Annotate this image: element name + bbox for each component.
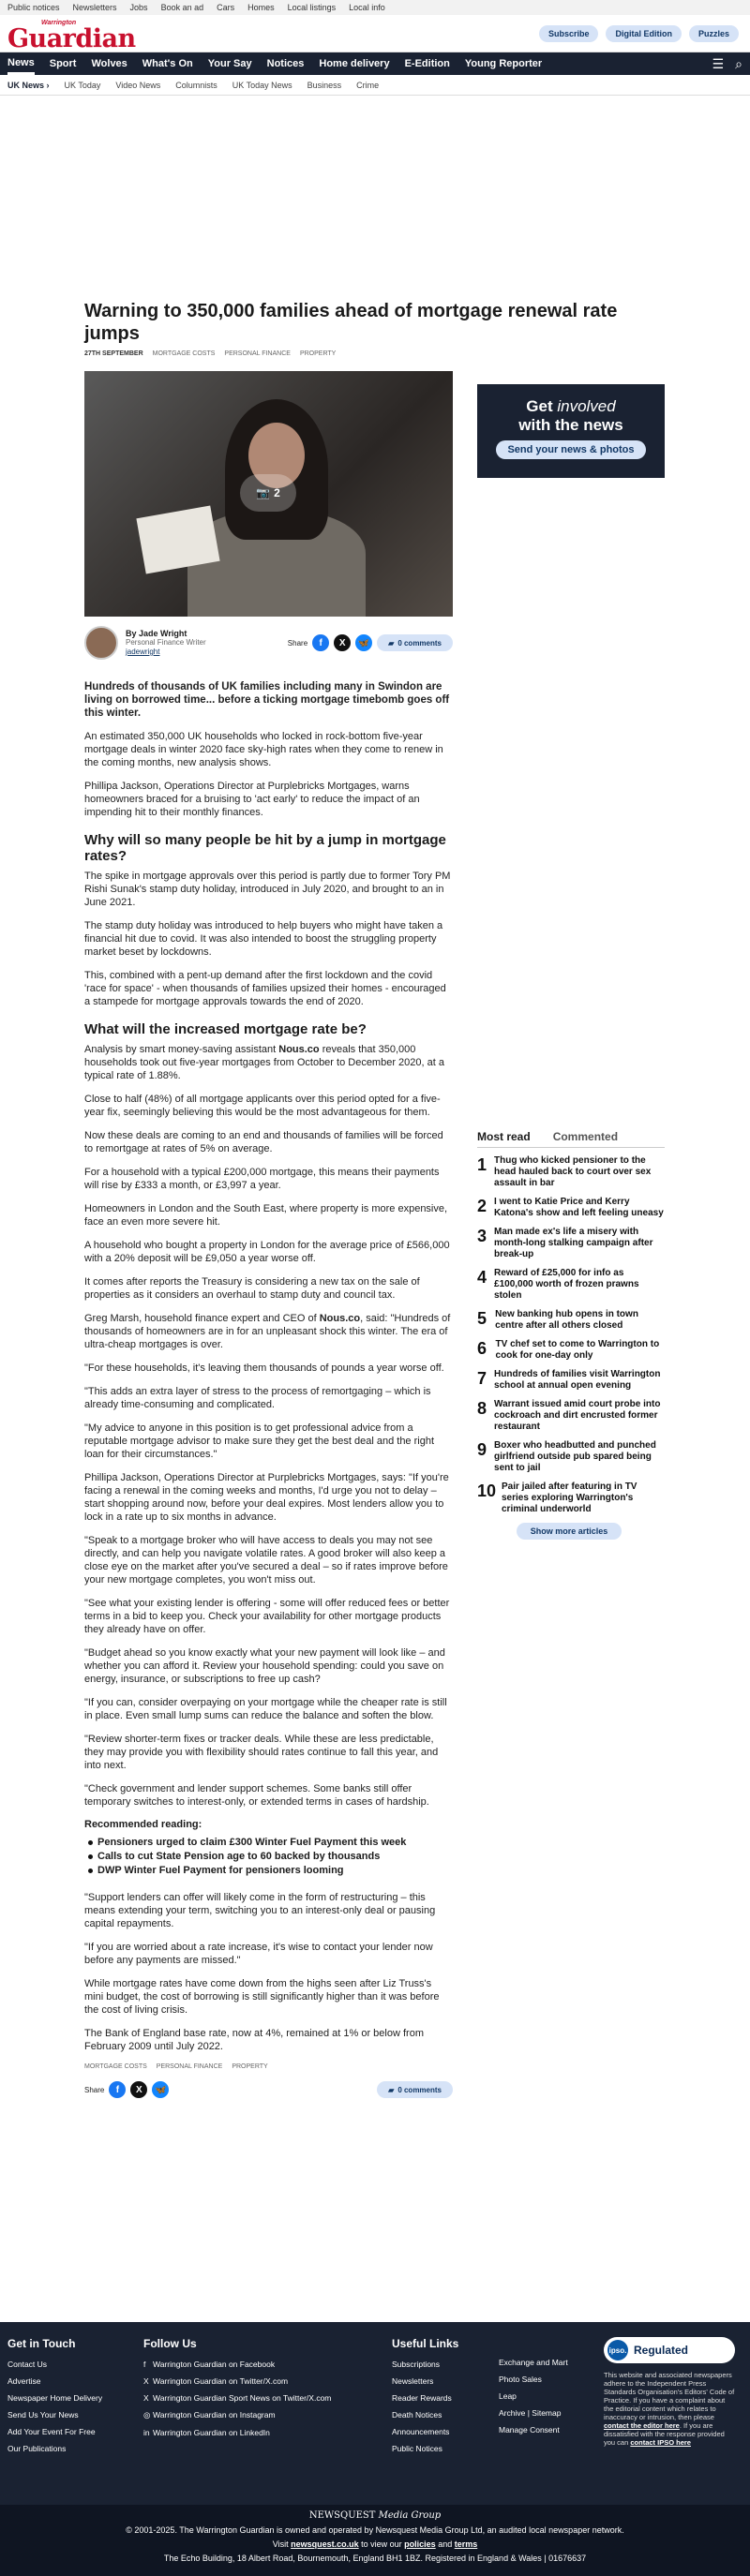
list-item[interactable] (477, 1339, 665, 1362)
author-role: Personal Finance Writer (126, 638, 206, 647)
list-item[interactable] (477, 1268, 665, 1302)
ipso-text: This website and associated newspapers adhere to the Independent Press Standards Organisation's Editors' Code of Practice. If you have a complaint about the editorial content which relates to inaccuracy or intrusion, then please contact the editor here. If you are dissatisfied with the response provided you can contact IPSO here (604, 2371, 735, 2447)
headline[interactable]: Warrant issued amid court probe into cockroach and dirt encrusted former restaurant (494, 1399, 661, 1432)
footer-useful-links (392, 2337, 458, 2461)
gallery-button[interactable] (240, 474, 296, 512)
footer-link[interactable]: Manage Consent (499, 2425, 560, 2435)
search-icon[interactable]: ⌕ (735, 55, 742, 71)
comment-icon: ▰ (388, 638, 395, 648)
footer-link[interactable]: X Warrington Guardian Sport News on Twitter/X.com (143, 2393, 332, 2403)
paragraph: Phillipa Jackson, Operations Director at Purplebricks Mortgages, says: "If you're facing a renewal in the coming weeks and months, I'd urge you not to delay – start shopping around now, before your deal expires. Most lenders allow you to lock in a rate up to six months in advance. (84, 1472, 449, 1523)
list-item[interactable] (477, 1155, 665, 1189)
topbar-link[interactable]: Public notices (8, 3, 60, 12)
send-news-button[interactable]: Send your news & photos (496, 440, 646, 459)
footer-link[interactable]: Add Your Event For Free (8, 2427, 96, 2436)
x-icon: X (143, 2393, 149, 2403)
footer-link[interactable]: Send Us Your News (8, 2410, 79, 2420)
photo-count: 2 (274, 486, 280, 499)
footer-link[interactable]: X Warrington Guardian on Twitter/X.com (143, 2376, 289, 2386)
topbar-link[interactable]: Homes (248, 3, 275, 12)
x-icon[interactable]: X (130, 2081, 147, 2098)
nav-item-news[interactable]: News (8, 52, 35, 75)
headline[interactable]: Boxer who headbutted and punched girlfriend outside pub spared being sent to jail (494, 1440, 656, 1473)
ipso-logo: ipso. (608, 2340, 628, 2360)
byline (84, 624, 453, 662)
nav-item-home-delivery[interactable]: Home delivery (319, 58, 390, 69)
masthead (0, 15, 750, 52)
topbar-link[interactable]: Newsletters (72, 3, 117, 12)
nav-item-whats-on[interactable]: What's On (142, 58, 193, 69)
subnav-item[interactable]: Business (307, 80, 342, 90)
nav-item-your-say[interactable]: Your Say (207, 58, 252, 69)
ipso-panel (604, 2337, 735, 2447)
x-icon[interactable]: X (334, 634, 351, 651)
paragraph: For a household with a typical £200,000 mortgage, this means their payments will rise by £333 a month, or £3,997 a year. (84, 1167, 440, 1191)
bluesky-icon[interactable]: 🦋 (355, 634, 372, 651)
paragraph: "This adds an extra layer of stress to the process of remortgaging – which is already time-consuming and complicated. (84, 1386, 431, 1410)
paragraph: It comes after reports the Treasury is considering a new tax on the sale of properties as it considers an overhaul to stamp duty and council tax. (84, 1276, 420, 1301)
list-item[interactable] (477, 1197, 665, 1219)
copyright-text: © 2001-2025. The Warrington Guardian is owned and operated by Newsquest Media Group Ltd, an audited local newspaper network. (126, 2525, 624, 2535)
footer-more-links (499, 2358, 568, 2442)
rank-number: 1 (477, 1155, 488, 1174)
footer-link[interactable]: Newspaper Home Delivery (8, 2393, 103, 2403)
recommended-link[interactable]: Pensioners urged to claim £300 Winter Fuel Payment this week (84, 1836, 453, 1850)
list-item[interactable] (477, 1227, 665, 1260)
sub-nav (0, 75, 750, 96)
list-item[interactable] (477, 1369, 665, 1392)
subheading: What will the increased mortgage rate be? (84, 1021, 367, 1037)
paragraph: While mortgage rates have come down from the highs seen after Liz Truss's mini budget, the cost of borrowing is still significantly higher than it was before the cost of living crisis. (84, 1978, 440, 2016)
subnav-item[interactable]: UK Today News (232, 80, 292, 90)
footer-link[interactable]: Newsletters (392, 2376, 434, 2386)
list-item[interactable] (477, 1440, 665, 1474)
main-nav (0, 52, 750, 75)
footer-link[interactable]: Photo Sales (499, 2375, 542, 2384)
subnav-item[interactable]: Columnists (175, 80, 218, 90)
address-text: The Echo Building, 18 Albert Road, Bournemouth, England BH1 1BZ. Registered in England & Wales | 01676637 (163, 2554, 587, 2563)
recommended-reading (84, 1819, 453, 1878)
policies-link[interactable]: policies (404, 2539, 436, 2549)
footer-heading: Follow Us (143, 2337, 197, 2350)
nav-item-young-reporter[interactable]: Young Reporter (464, 58, 543, 69)
list-item[interactable] (477, 1482, 665, 1515)
contact-editor-link[interactable]: contact the editor here (604, 2421, 680, 2430)
footer-link[interactable]: in Warrington Guardian on LinkedIn (143, 2428, 270, 2437)
paragraph: "If you can, consider overpaying on your mortgage while the cheaper rate is still in place. Even small lump sums can reduce the balance and soften the blow. (84, 1697, 447, 1721)
paragraph: "Speak to a mortgage broker who will have access to deals you may not see directly, and can help you navigate volatile rates. A good broker will also keep a close eye on the market after you've secured a deal – so if rates improve before your new mortgage completes, you won't miss out. (84, 1535, 448, 1586)
paragraph: "Review shorter-term fixes or tracker deals. While these are less predictable, they may provide you with flexibility should rates continue to fall this year, and into next. (84, 1734, 439, 1771)
linkedin-icon: in (143, 2428, 150, 2437)
topbar-link[interactable]: Cars (217, 3, 235, 12)
article-title: Warning to 350,000 families ahead of mortgage renewal rate jumps (84, 301, 618, 344)
logo-text: Guardian (8, 23, 136, 53)
logo-small-text: Warrington (41, 19, 77, 26)
footer-follow-us (143, 2337, 331, 2445)
footer-bottom (0, 2505, 750, 2576)
instagram-icon: ◎ (143, 2410, 151, 2420)
footer-link[interactable]: ◎ Warrington Guardian on Instagram (143, 2410, 276, 2420)
share-bar (288, 634, 453, 651)
footer-link[interactable]: Reader Rewards (392, 2393, 452, 2403)
rank-number: 5 (477, 1309, 488, 1328)
share-label: Share (287, 638, 308, 648)
footer-link[interactable]: Subscriptions (392, 2360, 441, 2369)
newsquest-link[interactable]: newsquest.co.uk (291, 2539, 359, 2549)
nav-item-sport[interactable]: Sport (49, 58, 77, 69)
headline[interactable]: Man made ex's life a misery with month-long stalking campaign after break-up (494, 1227, 653, 1259)
footer-link[interactable]: Public Notices (392, 2444, 442, 2453)
footer-link[interactable]: f Warrington Guardian on Facebook (143, 2360, 276, 2369)
site-logo[interactable] (8, 17, 136, 53)
digital-edition-button[interactable]: Digital Edition (606, 25, 682, 42)
paragraph: Homeowners in London and the South East, where property is more expensive, face an even more severe hit. (84, 1203, 448, 1228)
author-handle[interactable]: jadewright (126, 648, 160, 656)
tab-commented[interactable]: Commented (552, 1130, 619, 1143)
footer (0, 2322, 750, 2505)
subnav-lead[interactable]: UK News › (8, 80, 50, 90)
list-item[interactable] (477, 1309, 665, 1332)
hero-image[interactable] (84, 371, 453, 617)
footer-link[interactable]: Death Notices (392, 2410, 442, 2420)
article-header (84, 300, 666, 357)
author-name[interactable]: By Jade Wright (126, 629, 188, 638)
puzzles-button[interactable]: Puzzles (689, 25, 739, 42)
comment-icon: ▰ (388, 2085, 395, 2094)
topbar-link[interactable]: Local listings (287, 3, 337, 12)
author-avatar[interactable] (84, 626, 118, 660)
show-more-button[interactable]: Show more articles (517, 1523, 622, 1540)
nous-link[interactable]: Nous.co (278, 1044, 320, 1055)
recommended-link[interactable]: DWP Winter Fuel Payment for pensioners looming (84, 1864, 453, 1878)
footer-link[interactable]: Our Publications (8, 2444, 67, 2453)
contact-ipso-link[interactable]: contact IPSO here (630, 2438, 691, 2447)
tag-link[interactable]: PERSONAL FINANCE (156, 2063, 223, 2070)
article-meta (84, 350, 666, 357)
rank-number: 4 (477, 1268, 488, 1287)
rank-number: 8 (477, 1399, 488, 1418)
paragraph: The spike in mortgage approvals over this period is partly due to former Tory PM Rishi Sunak's stamp duty holiday, introduced in July 2020, and brought to an in June 2021. (84, 871, 451, 908)
facebook-icon[interactable]: f (109, 2081, 126, 2098)
paragraph: "My advice to anyone in this position is to get professional advice from a reputable mortgage advisor to make sure they get the best deal and the right loan for their circumstances." (84, 1422, 435, 1460)
footer-heading: Useful Links (392, 2337, 459, 2350)
most-read-panel (477, 1130, 665, 1540)
paragraph: The Bank of England base rate, now at 4%, remained at 1% or below from February 2009 until July 2022. (84, 2028, 424, 2052)
recommended-title: Recommended reading: (84, 1819, 202, 1830)
paragraph: "See what your existing lender is offering - some will offer reduced fees or better terms in a bid to keep you. Check your availability for other mortgage products they already have on offer. (84, 1598, 450, 1635)
get-involved-box (477, 384, 665, 478)
get-involved-heading: Get involved (526, 397, 616, 415)
camera-icon: 📷 (256, 486, 271, 499)
topbar-link[interactable]: Local info (349, 3, 385, 12)
subnav-item[interactable]: UK Today (64, 80, 101, 90)
get-involved-subheading: with the news (518, 416, 623, 434)
newsquest-logo[interactable]: NEWSQUEST Media Group (308, 2510, 442, 2521)
paragraph: Close to half (48%) of all mortgage applicants over this period opted for a five-year fix, seemingly believing this would be the most advantageous for them. (84, 1094, 441, 1118)
article-date: 27TH SEPTEMBER (84, 350, 143, 357)
x-icon: X (143, 2376, 149, 2386)
most-read-list (477, 1155, 665, 1515)
most-read-tabs (477, 1130, 665, 1148)
bottom-share-bar (84, 2081, 453, 2098)
nav-item-wolves[interactable]: Wolves (91, 58, 128, 69)
rank-number: 9 (477, 1440, 488, 1459)
paragraph: An estimated 350,000 UK households who locked in rock-bottom five-year mortgage deals in winter 2020 face sky-high rates when they come to renew in the coming months, new analysis shows. (84, 731, 443, 768)
author-info (126, 629, 206, 657)
facebook-icon[interactable]: f (312, 634, 329, 651)
topbar-link[interactable]: Jobs (129, 3, 148, 12)
list-item[interactable] (477, 1399, 665, 1433)
rank-number: 2 (477, 1197, 488, 1215)
rank-number: 10 (477, 1482, 497, 1500)
ipso-badge-label: Regulated (634, 2344, 689, 2357)
footer-link[interactable]: Contact Us (8, 2360, 48, 2369)
rank-number: 3 (477, 1227, 488, 1245)
bluesky-icon[interactable]: 🦋 (152, 2081, 169, 2098)
paragraph: Analysis by smart money-saving assistant Nous.co reveals that 350,000 households took out five-year mortgages from October to December 2020, at a typical rate of 1.88%. (84, 1044, 444, 1081)
subheading: Why will so many people be hit by a jump in mortgage rates? (84, 832, 446, 864)
headline[interactable]: Hundreds of families visit Warrington school at annual open evening (494, 1369, 661, 1391)
headline[interactable]: Pair jailed after featuring in TV series exploring Warrington's criminal underworld (502, 1482, 638, 1514)
paragraph: "Check government and lender support schemes. Some banks still offer temporary switches to interest-only, or extended terms in cases of hardship. (84, 1783, 429, 1808)
tab-most-read[interactable]: Most read (477, 1130, 531, 1143)
paragraph: This, combined with a pent-up demand after the first lockdown and the covid 'race for space' - when thousands of families upsized their homes - encouraged a stampede for mortgage approvals towards the end of 2020. (84, 970, 446, 1007)
paragraph: Greg Marsh, household finance expert and CEO of Nous.co, said: "Hundreds of thousands of homeowners are in for an unpleasant shock this winter. The era of ultra-cheap mortgages is over. (84, 1313, 451, 1350)
footer-link[interactable]: Archive | Sitemap (499, 2408, 562, 2418)
paragraph: "Support lenders can offer will likely come in the form of restructuring – this means extending your term, switching you to an interest-only deal or pausing capital repayments. (84, 1892, 436, 1929)
headline[interactable]: New banking hub opens in town centre after all others closed (495, 1309, 638, 1331)
paragraph: "For these households, it's leaving them thousands of pounds a year worse off. (84, 1362, 444, 1374)
rank-number: 6 (477, 1339, 488, 1358)
tag-link[interactable]: PERSONAL FINANCE (224, 350, 291, 357)
nav-icons (712, 56, 742, 72)
ipso-badge[interactable] (604, 2337, 735, 2363)
share-label: Share (84, 2085, 105, 2094)
subnav-item[interactable]: Video News (115, 80, 161, 90)
footer-heading: Get in Touch (8, 2337, 76, 2350)
tag-link[interactable]: PROPERTY (232, 2063, 268, 2070)
comments-label: 0 comments (398, 638, 442, 648)
nous-link[interactable]: Nous.co (319, 1313, 361, 1324)
comments-button[interactable] (377, 634, 453, 651)
footer-link[interactable]: Leap (499, 2391, 517, 2401)
paragraph: The stamp duty holiday was introduced to help buyers who might have taken a financial hit due to covid. It was also intended to boost the struggling property market beset by lockdowns. (84, 920, 443, 958)
recommended-link[interactable]: Calls to cut State Pension age to 60 backed by thousands (84, 1850, 453, 1864)
tag-link[interactable]: PROPERTY (299, 350, 337, 357)
utility-bar (0, 0, 750, 15)
headline[interactable]: Reward of £25,000 for info as £100,000 worth of frozen prawns stolen (494, 1268, 639, 1301)
tag-link[interactable]: MORTGAGE COSTS (84, 2063, 147, 2070)
terms-link[interactable]: terms (454, 2539, 478, 2549)
article-body (84, 680, 453, 2098)
headline[interactable]: TV chef set to come to Warrington to cook for one-day only (495, 1339, 660, 1361)
subscribe-button[interactable]: Subscribe (539, 25, 599, 42)
tag-link[interactable]: MORTGAGE COSTS (152, 350, 216, 357)
policies-line: Visit newsquest.co.uk to view our policies and terms (272, 2539, 478, 2549)
footer-get-in-touch (8, 2337, 102, 2461)
topbar-link[interactable]: Book an ad (160, 3, 204, 12)
facebook-icon: f (143, 2360, 146, 2369)
paragraph: Now these deals are coming to an end and thousands of families will be forced to remortgage at rates of 5% on average. (84, 1130, 443, 1154)
header-buttons (539, 25, 739, 42)
paragraph: "If you are worried about a rate increase, it's wise to contact your lender now before any payments are missed." (84, 1942, 433, 1966)
nav-item-e-edition[interactable]: E-Edition (404, 58, 450, 69)
rank-number: 7 (477, 1369, 488, 1388)
headline[interactable]: I went to Katie Price and Kerry Katona's show and left feeling uneasy (494, 1197, 664, 1218)
bottom-tags (84, 2063, 453, 2070)
comments-label: 0 comments (398, 2085, 442, 2094)
headline[interactable]: Thug who kicked pensioner to the head hauled back to court over sex assault in bar (494, 1155, 652, 1188)
footer-link[interactable]: Advertise (8, 2376, 41, 2386)
paragraph: Phillipa Jackson, Operations Director at Purplebricks Mortgages, warns homeowners braced for a bruising to 'act early' to reduce the impact of an impending hit to their monthly finances. (84, 781, 420, 818)
article-intro: Hundreds of thousands of UK families including many in Swindon are living on borrowed time... before a ticking mortgage timebomb goes off this winter. (84, 681, 450, 719)
menu-icon[interactable]: ☰ (712, 55, 725, 71)
paragraph: "Budget ahead so you know exactly what your new payment will look like – and whether you can afford it. Review your household spending: could you save on energy, insurance, or subscriptions to free up cash? (84, 1647, 445, 1685)
footer-link[interactable]: Exchange and Mart (499, 2358, 568, 2367)
paragraph: A household who bought a property in London for the average price of £566,000 with a 20% deposit will be £9,050 a year worse off. (84, 1240, 450, 1264)
nav-item-notices[interactable]: Notices (266, 58, 305, 69)
subnav-item[interactable]: Crime (356, 80, 380, 90)
comments-button[interactable] (377, 2081, 453, 2098)
footer-link[interactable]: Announcements (392, 2427, 450, 2436)
